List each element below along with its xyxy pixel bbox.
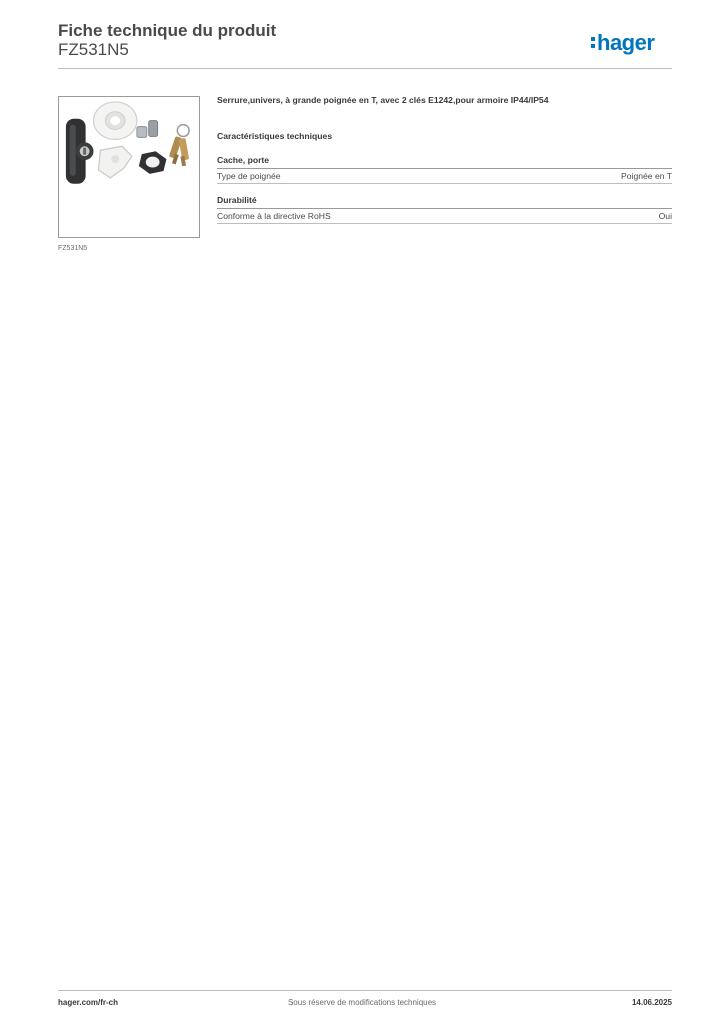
footer-divider [58, 990, 672, 991]
svg-text:hager: hager [597, 30, 655, 55]
header-divider [58, 68, 672, 69]
footer-notice: Sous réserve de modifications techniques [287, 998, 437, 1007]
spec-row [217, 209, 672, 224]
spec-group-durabilite [217, 194, 672, 224]
footer-date: 14.06.2025 [631, 998, 672, 1007]
footer-website-link[interactable]: hager.com/fr-ch [58, 998, 119, 1007]
hager-logo [590, 28, 674, 58]
product-code: FZ531N5 [58, 40, 129, 59]
page-title: Fiche technique du produit [58, 21, 277, 40]
image-caption: FZ531N5 [58, 245, 88, 252]
specs-section-title: Caractéristiques techniques [217, 131, 333, 141]
spec-label: Type de poignée [217, 171, 281, 181]
spec-row [217, 169, 672, 184]
spec-group-title: Cache, porte [217, 154, 672, 169]
spec-group-cache-porte [217, 154, 672, 184]
spec-label: Conforme à la directive RoHS [217, 211, 331, 221]
product-description: Serrure,univers, à grande poignée en T, avec 2 clés E1242,pour armoire IP44/IP54 [217, 95, 549, 105]
spec-value: Oui [658, 211, 672, 221]
spec-group-title: Durabilité [217, 194, 672, 209]
product-image [58, 96, 200, 238]
spec-value: Poignée en T [621, 171, 672, 181]
